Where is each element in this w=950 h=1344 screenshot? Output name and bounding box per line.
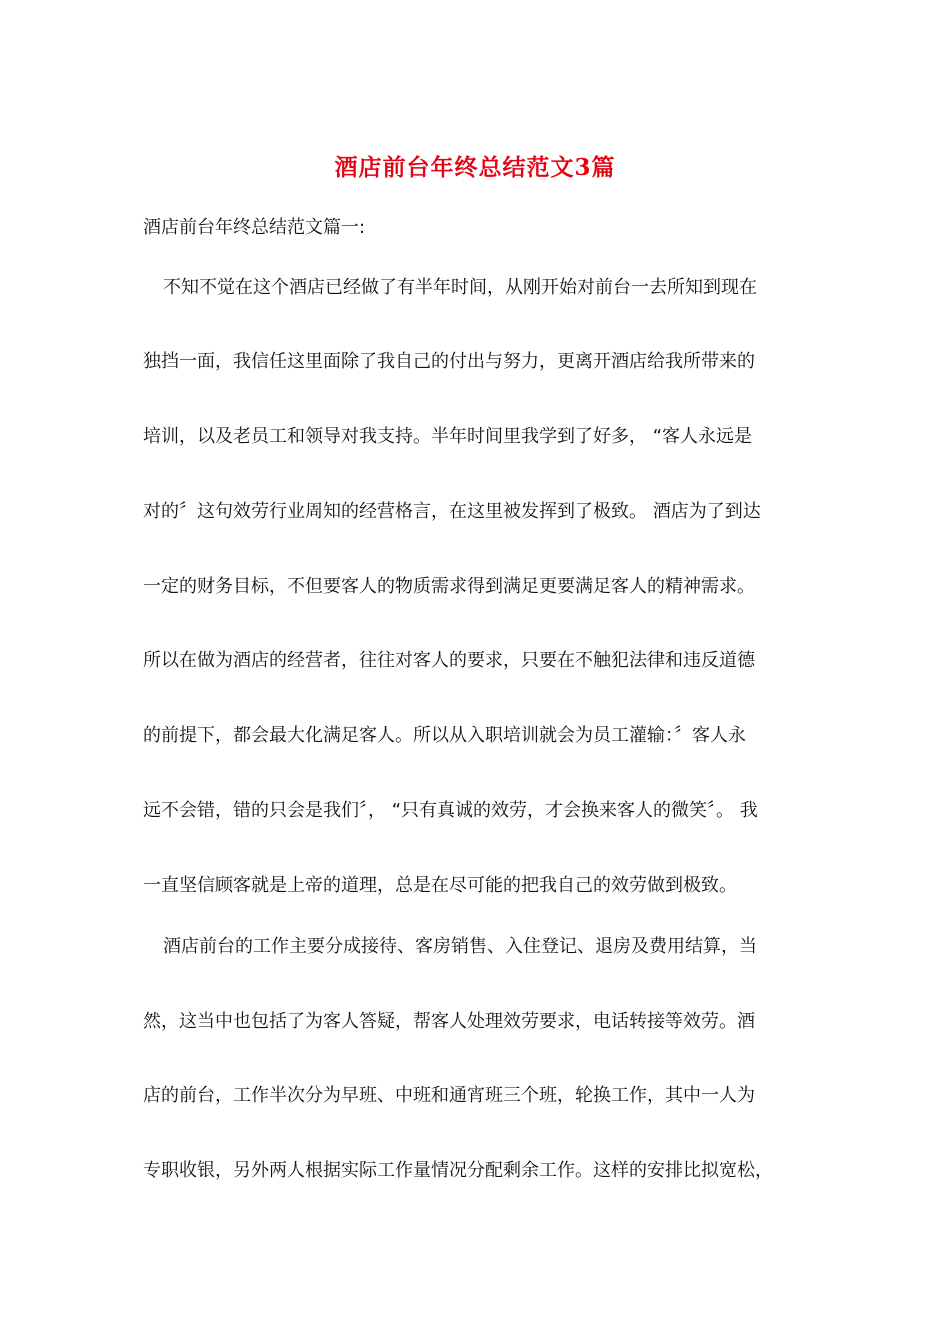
paragraph-line: 所以在做为酒店的经营者，往往对客人的要求，只要在不触犯法律和违反道德 [143,650,755,671]
paragraph-line: 独挡一面，我信任这里面除了我自己的付出与努力，更离开酒店给我所带来的 [143,351,755,372]
paragraph-line: 对的〞这句效劳行业周知的经营格言，在这里被发挥到了极致。 酒店为了到达 [143,501,761,522]
paragraph-line: 店的前台，工作半次分为早班、中班和通宵班三个班，轮换工作，其中一人为 [143,1085,755,1106]
paragraph-line: 远不会错，错的只会是我们〞， “只有真诚的效劳，才会换来客人的微笑〞。 我 [143,800,758,821]
paragraph-line: 的前提下，都会最大化满足客人。所以从入职培训就会为员工灌输：〞客人永 [143,725,746,746]
section-heading: 酒店前台年终总结范文篇一: [143,217,366,238]
paragraph-line: 一定的财务目标，不但要客人的物质需求得到满足更要满足客人的精神需求。 [143,576,755,597]
paragraph-line: 酒店前台的工作主要分成接待、客房销售、入住登记、退房及费用结算，当 [163,936,757,957]
document-title: 酒店前台年终总结范文3篇 [334,154,616,181]
paragraph-line: 培训，以及老员工和领导对我支持。半年时间里我学到了好多， “客人永远是 [143,426,753,447]
paragraph-line: 不知不觉在这个酒店已经做了有半年时间，从刚开始对前台一去所知到现在 [163,277,757,298]
paragraph-line: 一直坚信顾客就是上帝的道理，总是在尽可能的把我自己的效劳做到极致。 [143,875,737,896]
paragraph-line: 然，这当中也包括了为客人答疑，帮客人处理效劳要求，电话转接等效劳。酒 [143,1011,755,1032]
paragraph-line: 专职收银，另外两人根据实际工作量情况分配剩余工作。这样的安排比拟宽松， [143,1160,773,1181]
